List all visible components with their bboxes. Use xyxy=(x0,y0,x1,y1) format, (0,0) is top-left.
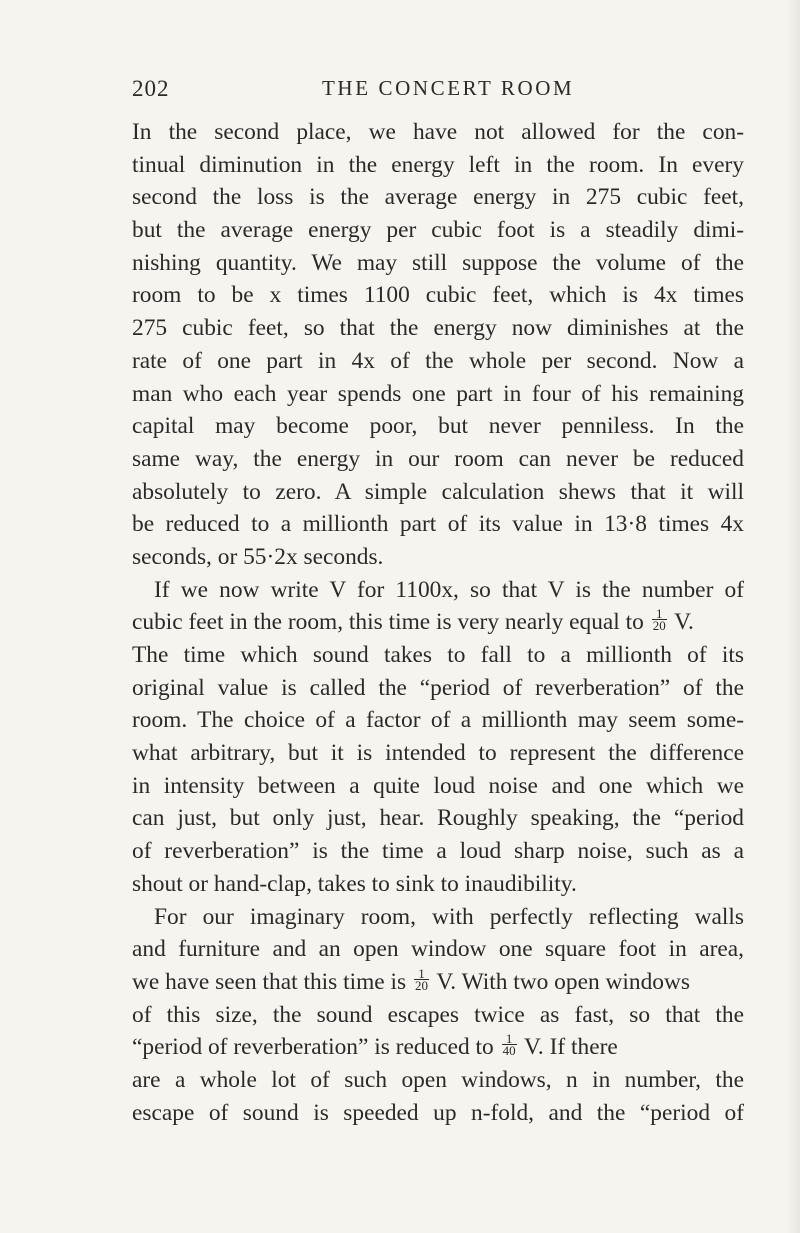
running-head xyxy=(132,76,702,110)
fraction xyxy=(652,608,667,631)
text-line: The time which sound takes to fall to a millionth of its xyxy=(132,642,744,668)
fraction-denominator: 20 xyxy=(652,617,666,633)
text-line: in intensity between a quite loud noise and one which we xyxy=(132,772,744,799)
fraction-numerator: 1 xyxy=(502,1033,517,1045)
text-line: original value is called the “period of reverberation” of the xyxy=(132,674,744,701)
text-line: capital may become poor, but never penniless. In the xyxy=(132,413,744,440)
fraction-denominator: 20 xyxy=(414,977,428,993)
text-segment: cubic feet in the room, this time is very nearly equal to xyxy=(132,609,644,636)
text-line: tinual diminution in the energy left in the room. In every xyxy=(132,151,744,178)
text-line: and furniture and an open window one square foot in area, xyxy=(132,936,744,963)
text-line: be reduced to a millionth part of its value in 13·8 times 4x xyxy=(132,511,744,538)
text-line: rate of one part in 4x of the whole per second. Now a xyxy=(132,347,744,374)
text-line: seconds, or 55·2x seconds. xyxy=(132,543,384,570)
text-line: are a whole lot of such open windows, n in number, the xyxy=(132,1066,744,1093)
text-line: what arbitrary, but it is intended to represent the difference xyxy=(132,740,744,767)
text-line: absolutely to zero. A simple calculation shews that it will xyxy=(132,478,744,505)
fraction xyxy=(414,965,429,993)
text-line: shout or hand-clap, takes to sink to inaudibility. xyxy=(132,870,577,897)
text-line: escape of sound is speeded up n-fold, and the “period of xyxy=(132,1099,744,1126)
text-line: In the second place, we have not allowed for the con- xyxy=(132,119,744,145)
running-title: THE CONCERT ROOM xyxy=(322,76,575,100)
fraction-numerator: 1 xyxy=(652,608,667,620)
text-line: For our imaginary room, with perfectly reflecting walls xyxy=(154,903,744,930)
text-line-with-fraction xyxy=(132,966,744,999)
fraction xyxy=(502,1033,517,1056)
body-text xyxy=(132,116,744,1129)
text-line: man who each year spends one part in four of his remaining xyxy=(132,380,744,407)
text-line: can just, but only just, hear. Roughly speaking, the “period xyxy=(132,805,744,832)
text-segment: V. If there xyxy=(524,1034,618,1061)
text-segment: “period of reverberation” is reduced to xyxy=(132,1034,494,1061)
text-line: room. The choice of a factor of a millionth may seem some- xyxy=(132,707,744,734)
text-line: 275 cubic feet, so that the energy now diminishes at the xyxy=(132,315,744,342)
text-line: room to be x times 1100 cubic feet, which is 4x times xyxy=(132,282,744,309)
text-line-with-fraction xyxy=(132,606,744,639)
fraction-denominator: 40 xyxy=(502,1042,516,1058)
text-line: If we now write V for 1100x, so that V is the number of xyxy=(154,576,744,603)
text-line-with-fraction xyxy=(132,1031,744,1064)
text-line: nishing quantity. We may still suppose the volume of the xyxy=(132,249,744,276)
text-segment: V. xyxy=(674,609,694,636)
text-line: second the loss is the average energy in 275 cubic feet, xyxy=(132,184,744,211)
text-segment: we have seen that this time is xyxy=(132,968,407,995)
text-line: but the average energy per cubic foot is a steadily dimi- xyxy=(132,217,744,244)
page-edge-shadow xyxy=(786,0,800,1233)
text-line: of reverberation” is the time a loud sharp noise, such as a xyxy=(132,838,744,865)
text-segment: V. With two open windows xyxy=(436,968,690,995)
text-line: of this size, the sound escapes twice as fast, so that the xyxy=(132,1001,744,1028)
text-line: same way, the energy in our room can never be reduced xyxy=(132,445,744,472)
fraction-numerator: 1 xyxy=(414,968,429,980)
page-number: 202 xyxy=(132,76,170,101)
